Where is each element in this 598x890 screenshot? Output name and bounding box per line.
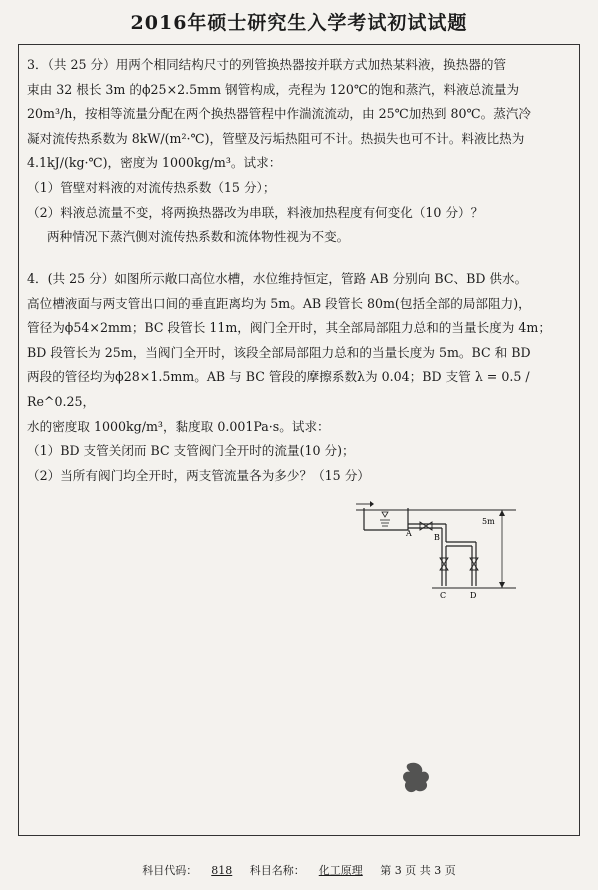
arrow-down-icon bbox=[499, 582, 505, 588]
q3-sub2: （2）料液总流量不变，将两换热器改为串联，料液加热程度有何变化（10 分）？ bbox=[27, 204, 484, 220]
q3-line: 20m³/h，按相等流量分配在两个换热器管程中作湍流流动，由 25℃加热到 80℃。蒸汽冷 bbox=[27, 106, 532, 122]
q3-line: 凝对流传热系数为 8kW/(m²·℃)，管壁及污垢热阻可不计。热损失也可不计。料液比热为 bbox=[27, 130, 525, 146]
q3-sub2-note: 两种情况下蒸汽侧对流传热系数和流体物性视为不变。 bbox=[47, 229, 350, 245]
page-number: 第 3 页 共 3 页 bbox=[380, 864, 456, 877]
pipe-network-diagram bbox=[336, 498, 516, 608]
label-d: D bbox=[470, 591, 477, 600]
q3-line: 束由 32 根长 3m 的ϕ25×2.5mm 钢管构成，壳程为 120℃的饱和蒸汽，料液总流量为 bbox=[27, 81, 520, 97]
q4-line: 两段的管径均为ϕ28×1.5mm。AB 与 BC 管段的摩擦系数λ为 0.04；BD 支管 λ = 0.5 / Re^0.25， bbox=[27, 369, 530, 409]
q3-line: 4.1kJ/(kg·℃)，密度为 1000kg/m³。试求： bbox=[27, 155, 282, 171]
page-footer bbox=[0, 862, 598, 878]
label-b: B bbox=[434, 533, 440, 542]
label-a: A bbox=[406, 529, 412, 538]
subject-code-label: 科目代码： bbox=[142, 864, 198, 877]
valve-bc-icon bbox=[440, 564, 448, 570]
label-height: 5m bbox=[482, 517, 495, 526]
valve-bc-icon bbox=[440, 558, 448, 564]
inlet-arrow-icon bbox=[370, 501, 374, 507]
valve-ab-icon bbox=[420, 522, 426, 530]
question-frame bbox=[18, 44, 580, 836]
valve-bd-icon bbox=[470, 564, 478, 570]
q4-line: 水的密度取 1000kg/m³，黏度取 0.001Pa·s。试求： bbox=[27, 418, 330, 434]
subject-code-value: 818 bbox=[211, 864, 233, 877]
q3-sub1: （1）管壁对料液的对流传热系数（15 分）； bbox=[27, 179, 276, 195]
ink-smudge bbox=[398, 758, 438, 798]
water-level-icon bbox=[382, 512, 388, 517]
subject-name-value: 化工原理 bbox=[318, 864, 363, 877]
valve-ab-icon bbox=[426, 522, 432, 530]
q4-line: 4．(共 25 分）如图所示敞口高位水槽，水位维持恒定，管路 AB 分别向 BC、BD 供水。 bbox=[27, 271, 528, 286]
q3-line: 3．（共 25 分）用两个相同结构尺寸的列管换热器按并联方式加热某料液，换热器的管 bbox=[27, 57, 507, 72]
question-4 bbox=[27, 267, 573, 488]
q4-line: 高位槽液面与两支管出口间的垂直距离均为 5m。AB 段管长 80m(包括全部的局部阻力)， bbox=[27, 295, 531, 311]
question-3 bbox=[27, 53, 573, 250]
exam-title: 2016年硕士研究生入学考试初试试题 bbox=[130, 12, 468, 34]
q4-line: BD 段管长为 25m，当阀门全开时，该段全部局部阻力总和的当量长度为 5m。BC 和 BD bbox=[27, 344, 531, 360]
subject-name-label: 科目名称： bbox=[249, 864, 305, 877]
q4-sub2: （2）当所有阀门均全开时，两支管流量各为多少？（15 分） bbox=[27, 467, 370, 483]
q4-sub1: （1）BD 支管关闭而 BC 支管阀门全开时的流量(10 分)； bbox=[27, 443, 355, 459]
label-c: C bbox=[440, 591, 447, 600]
q4-line: 管径为ϕ54×2mm；BC 段管长 11m，阀门全开时，其全部局部阻力总和的当量长度为 4m； bbox=[27, 320, 551, 336]
valve-bd-icon bbox=[470, 558, 478, 564]
arrow-up-icon bbox=[499, 510, 505, 516]
